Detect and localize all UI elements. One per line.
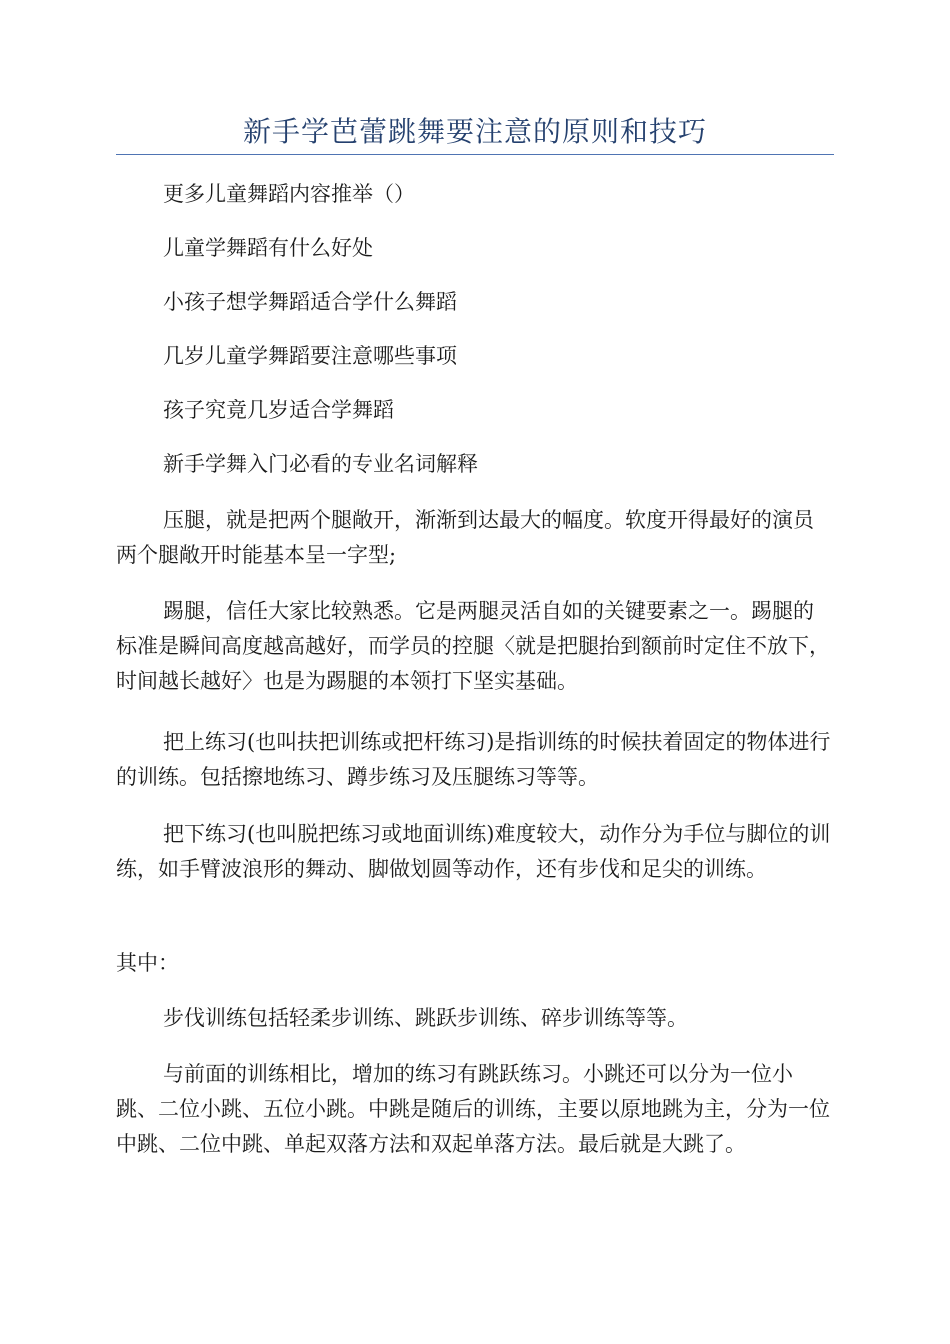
paragraph-benefits: 儿童学舞蹈有什么好处 (163, 236, 373, 260)
paragraph-barre-work: 把上练习(也叫扶把训练或把杆练习)是指训练的时候扶着固定的物体进行的训练。包括擦地练习、蹲步练习及压腿练习等等。 (116, 730, 831, 789)
paragraph-jump-training: 与前面的训练相比，增加的练习有跳跃练习。小跳还可以分为一位小跳、二位小跳、五位小跳。中跳是随后的训练，主要以原地跳为主，分为一位中跳、二位中跳、单起双落方法和双起单落方法。最后就是大跳了。 (116, 1062, 830, 1156)
paragraph-kick: 踢腿，信任大家比较熟悉。它是两腿灵活自如的关键要素之一。踢腿的标准是瞬间高度越高越好，而学员的控腿〈就是把腿抬到额前时定住不放下，时间越长越好〉也是为踢腿的本领打下坚实基础。 (116, 599, 830, 693)
paragraph-suitable-age: 孩子究竟几岁适合学舞蹈 (163, 398, 394, 422)
paragraph-what-to-learn: 小孩子想学舞蹈适合学什么舞蹈 (163, 290, 457, 314)
paragraph-precautions: 几岁儿童学舞蹈要注意哪些事项 (163, 344, 457, 368)
paragraph-recommend-more: 更多儿童舞蹈内容推举（） (163, 182, 415, 206)
paragraph-terms-heading: 新手学舞入门必看的专业名词解释 (163, 452, 478, 476)
document-title: 新手学芭蕾跳舞要注意的原则和技巧 (242, 115, 707, 148)
paragraph-center-work: 把下练习(也叫脱把练习或地面训练)难度较大，动作分为手位与脚位的训练，如手臂波浪形的舞动、脚做划圆等动作，还有步伐和足尖的训练。 (116, 822, 831, 881)
paragraph-step-training: 步伐训练包括轻柔步训练、跳跃步训练、碎步训练等等。 (163, 1006, 688, 1030)
paragraph-among-them: 其中： (116, 951, 179, 975)
paragraph-leg-press: 压腿，就是把两个腿敞开，渐渐到达最大的幅度。软度开得最好的演员两个腿敞开时能基本呈一字型; (116, 508, 814, 567)
title-underline (116, 154, 834, 155)
